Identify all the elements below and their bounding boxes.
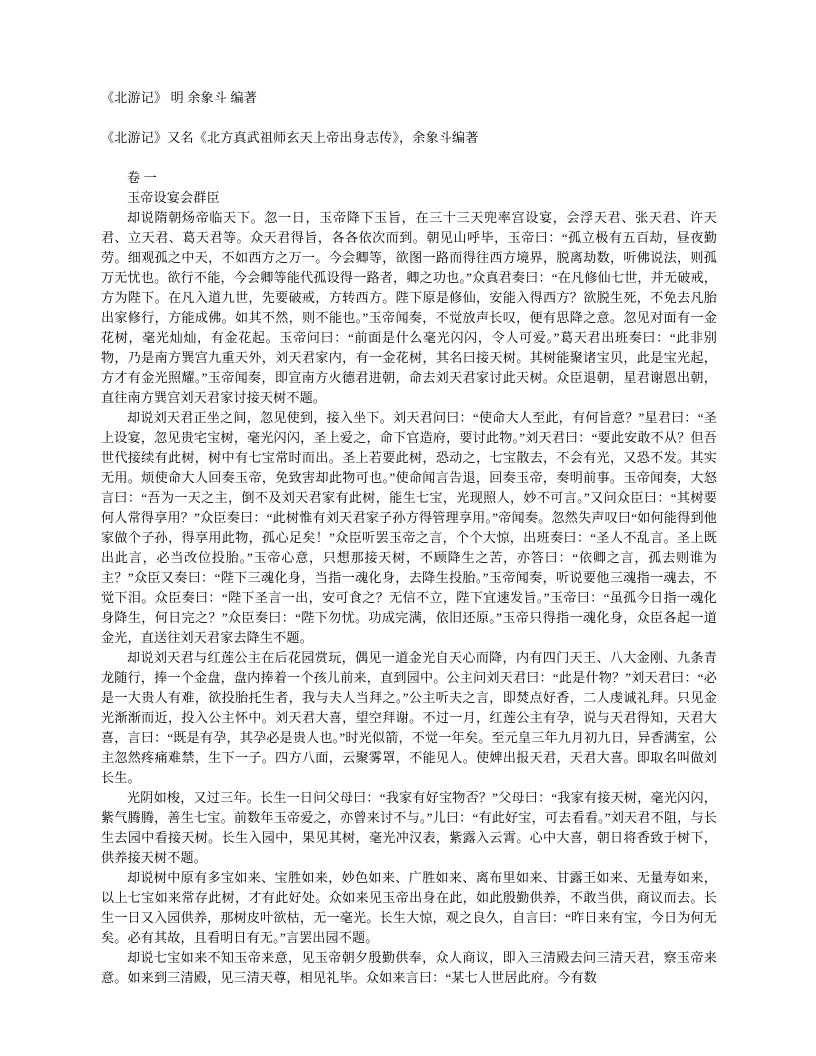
chapter-title: 玉帝设宴会群臣: [127, 190, 220, 205]
paragraph: 却说七宝如来不知玉帝来意，见玉帝朝夕殷勤供奉，众人商议，即入三清殿去问三清天君，察玉帝来意。如来到三清殿，见三清天尊，相见礼毕。众如来言曰：“某七人世居此府。今有数: [101, 950, 717, 985]
document-title-line: 《北游记》 明 余象斗 编著: [101, 90, 257, 105]
document-body: [101, 88, 717, 988]
paragraph: 却说刘天君与红莲公主在后花园赏玩，偶见一道金光自天心而降，内有四门天王、八大金刚、九条青龙随行，捧一个金盘，盘内捧着一个孩儿前来，直到园中。公主问刘天君曰：“此是什物？”刘天君曰：“必是一大贵人有难，欲投胎托生者，我与夫人当拜之。”公主听夫之言，即焚点好香，二人虔诚礼拜。只见金光渐渐而近，投入公主怀中。刘天君大喜，望空拜谢。不过一月，红莲公主有孕，说与天君得知，天君大喜，言曰：“既是有孕，其孕必是贵人也。”时光似箭，不觉一年矣。至元皇三年九月初九日，异香满室，公主忽然疼痛难禁，生下一子。四方八面，云聚雾罩，不能见人。使婢出报天君，天君大喜。即取名叫做刘长生。: [101, 650, 717, 785]
volume-label: 卷 一: [127, 170, 157, 185]
spacer: [101, 108, 717, 128]
document-alt-title-line: 《北游记》又名《北方真武祖师玄天上帝出身志传》，余象斗编著: [101, 130, 479, 145]
paragraph: 却说隋朝炀帝临天下。忽一日，玉帝降下玉旨，在三十三天兜率宫设宴，会浮天君、张天君、许天君、立天君、葛天君等。众天君得旨，各各依次而到。朝见山呼毕，玉帝曰：“孤立极有五百劫，昼夜勤劳。细观孤之中天，不如西方之万一。今会卿等，欲图一路而得往西方境界，脱离劫数，听佛说法，则孤万无忧也。欲行不能，今会卿等能代孤设得一路者，卿之功也。”众真君奏曰：“在凡修仙七世，并无破戒，方为陛下。在凡入道九世，先要破戒，方转西方。陛下原是修仙，安能入得西方？欲脱生死，不免去凡胎出家修行，方能成佛。如其不然，则不能也。”玉帝闻奏，不觉放声长叹，便有思降之意。忽见对面有一金花树，毫光灿灿，有金花起。玉帝问曰：“前面是什么毫光闪闪，令人可爱。”葛天君出班奏曰：“此非别物，乃是南方巽宫九重天外，刘天君家内，有一金花树，其名曰接天树。其树能聚诸宝贝，此是宝光起，方才有金光照耀。”玉帝闻奏，即宣南方火德君进朝，命去刘天君家讨此天树。众臣退朝，星君谢恩出朝，直往南方巽宫刘天君家讨接天树不题。: [101, 210, 717, 405]
paragraph: 光阴如梭，又过三年。长生一日问父母曰：“我家有好宝物否？”父母曰：“我家有接天树，毫光闪闪，紫气腾腾，善生七宝。前数年玉帝爱之，亦曾来讨不与。”儿曰：“有此好宝，可去看看。”刘天君不阻，与长生去园中看接天树。长生入园中，果见其树，毫光冲汉表，紫露入云霄。心中大喜，朝日将香致于树下，供养接天树不题。: [101, 790, 717, 865]
spacer: [101, 148, 717, 168]
paragraph: 却说刘天君正坐之间，忽见使到，接入坐下。刘天君问曰：“使命大人至此，有何旨意？”星君曰：“圣上设宴，忽见贵宅宝树，毫光闪闪，圣上爱之，命下官造府，要讨此物。”刘天君曰：“要此安敢不从？但吾世代接续有此树，树中有七宝常时而出。圣上若要此树，恐动之，七宝散去，不会有光，又恐不发。其实无用。烦使命大人回奏玉帝，免致害却此物可也。”使命闻言告退，回奏玉帝，奏明前事。玉帝闻奏，大怒言曰：“吾为一天之主，倒不及刘天君家有此树，能生七宝，光现照人，妙不可言。”又问众臣曰：“其树要何人常得享用？”众臣奏曰：“此树惟有刘天君家子孙方得管理享用。”帝闻奏。忽然失声叹曰“如何能得到他家做个子孙，得享用此物，孤心足矣！”众臣听罢玉帝之言，个个大惊，出班奏曰：“圣人不乱言。圣上既出此言，必当改位投胎。”玉帝心意，只想那接天树，不顾降生之苦，亦答曰：“依卿之言，孤去则谁为主？”众臣又奏曰：“陛下三魂化身，当指一魂化身，去降生投胎。”玉帝闻奏，听说要他三魂指一魂去，不觉下泪。众臣奏曰：“陛下圣言一出，安可食之？无信不立，陛下宜速发旨。”玉帝曰：“虽孤今日指一魂化身降生，何日完之？”众臣奏曰：“陛下勿忧。功成完满，依旧还原。”玉帝只得指一魂化身，众臣各起一道金光，直送往刘天君家去降生不题。: [101, 410, 717, 645]
paragraph: 却说树中原有多宝如来、宝胜如来，妙色如来、广胜如来、离布里如来、甘露王如来、无量寿如来，以上七宝如来常存此树，才有此好处。众如来见玉帝出身在此，如此殷勤供养，不敢当供，商议而去。长生一日又入园供养，那树皮叶欲枯，无一毫光。长生大惊，观之良久，自言曰：“昨日来有宝，今日为何无矣。必有其故，且看明日有无。”言罢出园不题。: [101, 870, 717, 945]
